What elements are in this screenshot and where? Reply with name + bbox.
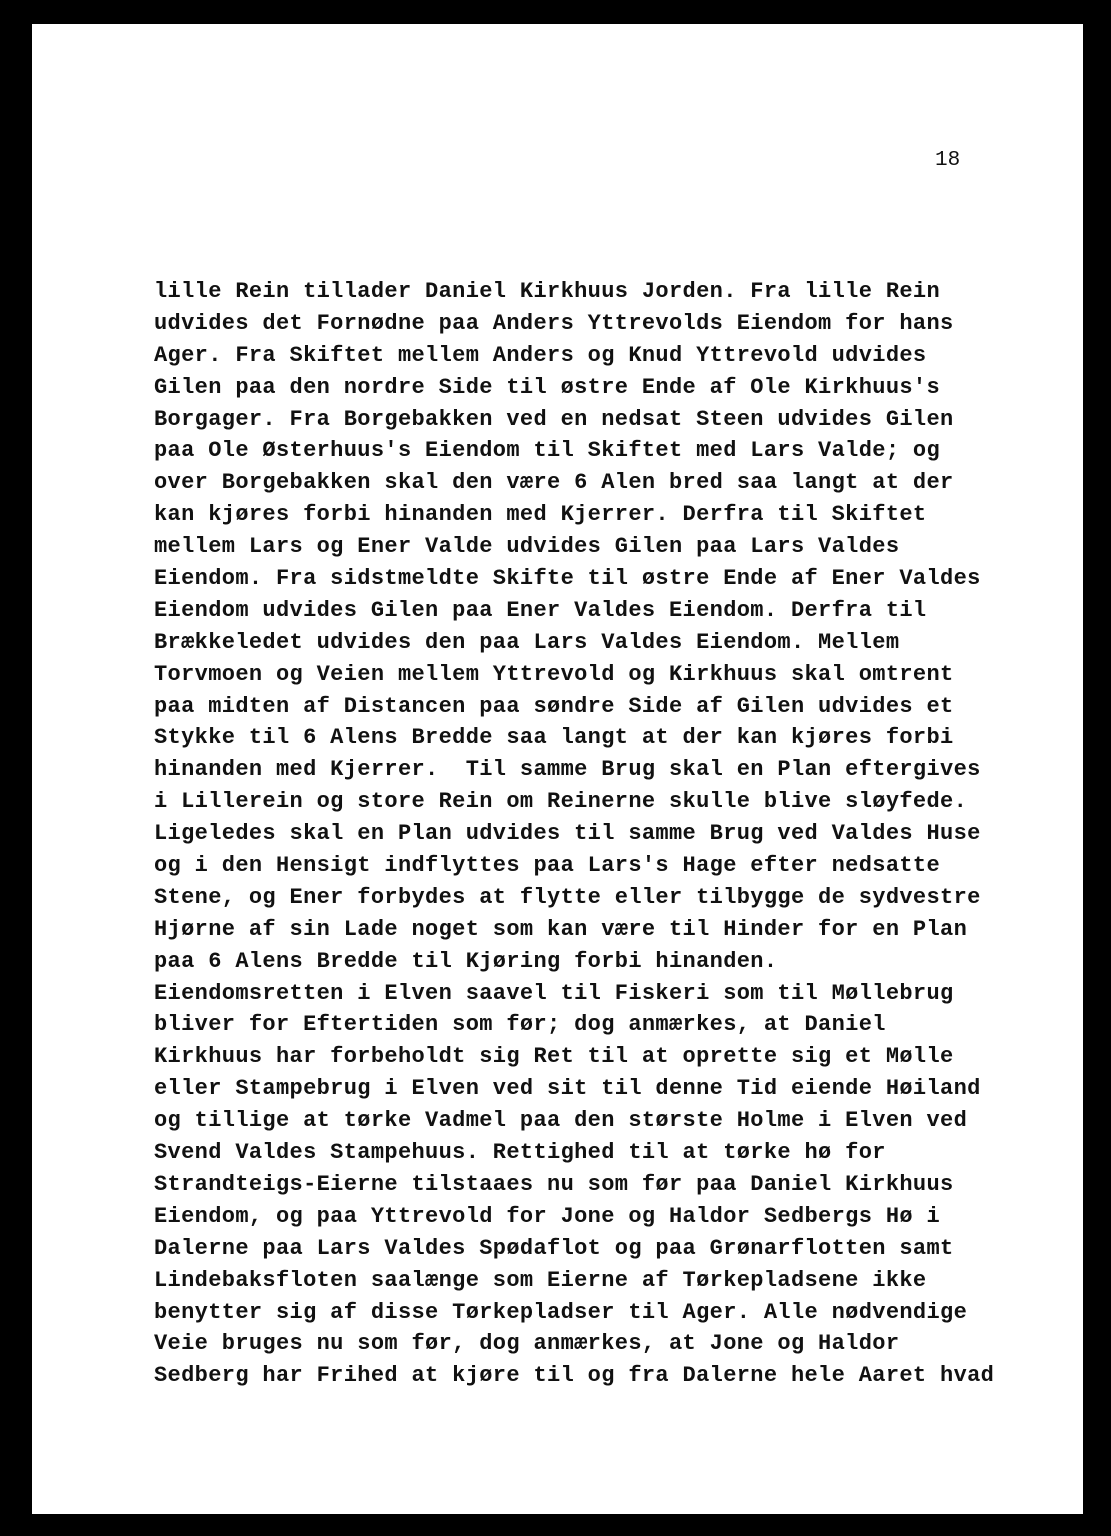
text-line: Lindebaksfloten saalænge som Eierne af Tørkepladsene ikke [154, 1267, 927, 1293]
page-number: 18 [935, 149, 961, 172]
text-line: Brækkeledet udvides den paa Lars Valdes Eiendom. Mellem [154, 629, 900, 655]
text-line: Veie bruges nu som før, dog anmærkes, at Jone og Haldor [154, 1331, 900, 1357]
text-line: lille Rein tillader Daniel Kirkhuus Jorden. Fra lille Rein [154, 279, 941, 304]
text-line: Kirkhuus har forbeholdt sig Ret til at oprette sig et Mølle [154, 1044, 954, 1070]
text-line: paa Ole Østerhuus's Eiendom til Skiftet med Lars Valde; og [154, 438, 941, 464]
text-line: og i den Hensigt indflyttes paa Lars's Hage efter nedsatte [154, 853, 941, 879]
text-line: eller Stampebrug i Elven ved sit til denne Tid eiende Høiland [154, 1076, 981, 1102]
text-line: Ager. Fra Skiftet mellem Anders og Knud Yttrevold udvides [154, 342, 927, 368]
text-line: Sedberg har Frihed at kjøre til og fra Dalerne hele Aaret hvad [154, 1363, 995, 1389]
text-line: Stykke til 6 Alens Bredde saa langt at der kan kjøres forbi [154, 725, 954, 751]
text-line: Ligeledes skal en Plan udvides til samme Brug ved Valdes Huse [154, 821, 981, 847]
text-line: Eiendom, og paa Yttrevold for Jone og Haldor Sedbergs Hø i [154, 1203, 941, 1229]
text-line: Gilen paa den nordre Side til østre Ende af Ole Kirkhuus's [154, 374, 941, 400]
text-line: paa 6 Alens Bredde til Kjøring forbi hinanden. [154, 948, 778, 974]
text-line: i Lillerein og store Rein om Reinerne skulle blive sløyfede. [154, 789, 968, 815]
text-line: Dalerne paa Lars Valdes Spødaflot og paa Grønarflotten samt [154, 1235, 954, 1261]
text-line: hinanden med Kjerrer. Til samme Brug skal en Plan eftergives [154, 757, 981, 783]
text-line: paa midten af Distancen paa søndre Side af Gilen udvides et [154, 693, 954, 719]
text-line: Stene, og Ener forbydes at flytte eller tilbygge de sydvestre [154, 884, 981, 910]
text-line: Borgager. Fra Borgebakken ved en nedsat Steen udvides Gilen [154, 406, 954, 432]
text-line: benytter sig af disse Tørkepladser til Ager. Alle nødvendige [154, 1299, 968, 1325]
text-line: Strandteigs-Eierne tilstaaes nu som før paa Daniel Kirkhuus [154, 1171, 954, 1197]
body-text [154, 276, 1074, 1392]
text-line: bliver for Eftertiden som før; dog anmærkes, at Daniel [154, 1012, 886, 1038]
text-line: udvides det Fornødne paa Anders Yttrevolds Eiendom for hans [154, 310, 954, 336]
text-line: Torvmoen og Veien mellem Yttrevold og Kirkhuus skal omtrent [154, 661, 954, 687]
text-line: Eiendomsretten i Elven saavel til Fiskeri som til Møllebrug [154, 980, 954, 1006]
document-page [32, 24, 1083, 1514]
text-line: Svend Valdes Stampehuus. Rettighed til at tørke hø for [154, 1140, 886, 1166]
text-line: og tillige at tørke Vadmel paa den største Holme i Elven ved [154, 1108, 968, 1134]
text-line: mellem Lars og Ener Valde udvides Gilen paa Lars Valdes [154, 534, 900, 560]
text-line: Hjørne af sin Lade noget som kan være til Hinder for en Plan [154, 916, 968, 942]
text-line: Eiendom udvides Gilen paa Ener Valdes Eiendom. Derfra til [154, 597, 927, 623]
text-line: over Borgebakken skal den være 6 Alen bred saa langt at der [154, 470, 954, 496]
text-line: Eiendom. Fra sidstmeldte Skifte til østre Ende af Ener Valdes [154, 566, 981, 592]
text-line: kan kjøres forbi hinanden med Kjerrer. Derfra til Skiftet [154, 502, 927, 528]
